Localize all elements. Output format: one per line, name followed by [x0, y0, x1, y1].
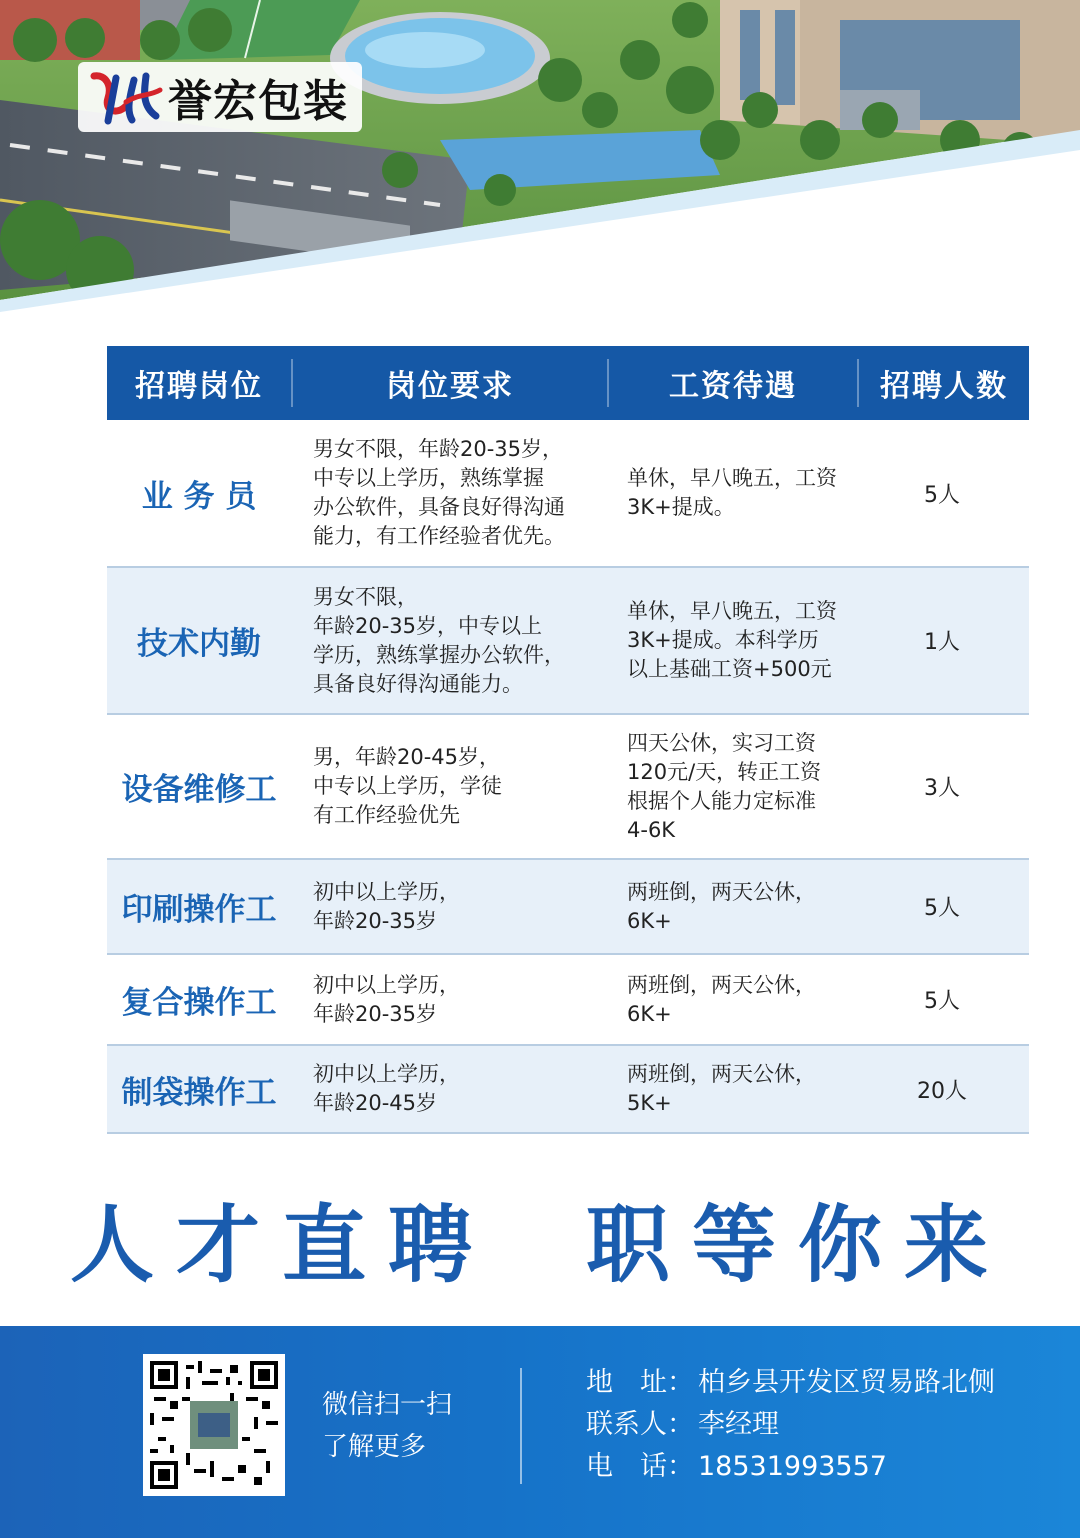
position-requirements — [291, 1060, 607, 1118]
position-requirements — [291, 878, 607, 936]
salary-line: 5K+ — [627, 1091, 672, 1115]
salary-line: 根据个人能力定标准 — [627, 788, 816, 813]
salary-line: 4-6K — [627, 817, 676, 842]
slogan-right: 职等你来 — [586, 1195, 1011, 1294]
phone-label: 电 话： — [586, 1451, 694, 1482]
contact-value: 李经理 — [698, 1409, 779, 1440]
requirement-line: 年龄20-45岁 — [313, 1091, 438, 1115]
salary-line: 3K+提成。 — [627, 495, 735, 519]
salary-line: 四天公休，实习工资 — [627, 730, 816, 755]
header-position: 招聘岗位 — [135, 369, 263, 404]
salary-line: 两班倒，两天公休， — [627, 879, 816, 904]
salary-line: 两班倒，两天公休， — [627, 1062, 816, 1086]
position-name: 制袋操作工 — [121, 1074, 277, 1111]
hero-illustration — [0, 0, 1080, 320]
position-salary — [607, 597, 857, 684]
hire-count: 1人 — [924, 630, 960, 655]
qr-code-icon — [150, 1361, 278, 1489]
requirement-line: 男女不限， — [313, 584, 418, 609]
salary-line: 两班倒，两天公休， — [627, 972, 816, 997]
table-row — [107, 1046, 1029, 1134]
wechat-qr-code[interactable] — [143, 1354, 285, 1496]
position-requirements — [291, 971, 607, 1029]
position-salary — [607, 971, 857, 1029]
contact-label: 联系人： — [586, 1409, 694, 1440]
table-row — [107, 420, 1029, 568]
position-name: 印刷操作工 — [121, 892, 277, 928]
requirement-line: 初中以上学历， — [313, 1062, 460, 1086]
requirement-line: 有工作经验优先 — [313, 803, 460, 827]
requirement-line: 中专以上学历，学徒 — [313, 774, 502, 798]
phone-row — [586, 1446, 995, 1488]
position-requirements — [291, 583, 607, 699]
factory-aerial-illustration — [0, 0, 1080, 320]
phone-value[interactable]: 18531993557 — [698, 1451, 887, 1482]
requirement-line: 年龄20-35岁，中专以上 — [313, 613, 543, 638]
contact-footer — [0, 1326, 1080, 1538]
address-row — [586, 1362, 995, 1404]
salary-line: 6K+ — [627, 1001, 672, 1026]
address-value: 柏乡县开发区贸易路北侧 — [698, 1367, 995, 1398]
requirement-line: 初中以上学历， — [313, 972, 460, 997]
requirement-line: 中专以上学历，熟练掌握 — [313, 466, 544, 490]
yh-logo-icon — [86, 66, 168, 128]
position-name: 业 务 员 — [141, 478, 257, 515]
footer-divider — [520, 1368, 522, 1484]
position-name: 复合操作工 — [121, 985, 277, 1021]
scan-prompt — [322, 1384, 452, 1468]
table-header — [107, 346, 1029, 420]
hire-count: 5人 — [924, 896, 960, 921]
hire-count: 20人 — [917, 1078, 967, 1104]
requirement-line: 学历，熟练掌握办公软件， — [313, 642, 565, 667]
header-count: 招聘人数 — [880, 369, 1008, 404]
position-salary — [607, 878, 857, 936]
requirement-line: 初中以上学历， — [313, 879, 460, 904]
hire-count: 3人 — [924, 776, 960, 801]
salary-line: 以上基础工资+500元 — [627, 657, 832, 681]
slogan-left: 人才直聘 — [69, 1195, 494, 1294]
recruitment-table — [107, 346, 1029, 1134]
address-label: 地 址： — [586, 1367, 694, 1398]
company-logo — [78, 62, 362, 132]
salary-line: 单休，早八晚五，工资 — [627, 599, 837, 623]
requirement-line: 办公软件，具备良好得沟通 — [313, 495, 565, 519]
requirement-line: 年龄20-35岁 — [313, 908, 438, 933]
position-name: 技术内勤 — [137, 626, 261, 662]
requirement-line: 具备良好得沟通能力。 — [313, 671, 523, 696]
hire-count: 5人 — [924, 482, 960, 508]
scan-line-2: 了解更多 — [322, 1432, 427, 1462]
hire-count: 5人 — [924, 989, 960, 1014]
header-requirements: 岗位要求 — [386, 369, 514, 404]
salary-line: 120元/天，转正工资 — [627, 759, 822, 784]
requirement-line: 年龄20-35岁 — [313, 1001, 438, 1026]
position-salary — [607, 1060, 857, 1118]
recruitment-slogan — [0, 1178, 1080, 1299]
table-row — [107, 860, 1029, 955]
salary-line: 单休，早八晚五，工资 — [627, 466, 837, 490]
contact-info — [586, 1362, 995, 1488]
requirement-line: 男女不限，年龄20-35岁， — [313, 437, 564, 461]
table-row — [107, 568, 1029, 715]
requirement-line: 能力，有工作经验者优先。 — [313, 524, 565, 548]
position-salary — [607, 729, 857, 845]
company-name: 誉宏包装 — [168, 76, 348, 127]
salary-line: 3K+提成。本科学历 — [627, 628, 819, 652]
header-salary: 工资待遇 — [669, 369, 797, 404]
requirement-line: 男，年龄20-45岁， — [313, 745, 501, 769]
position-requirements — [291, 435, 607, 551]
position-salary — [607, 464, 857, 522]
position-name: 设备维修工 — [121, 772, 277, 808]
table-row — [107, 715, 1029, 860]
salary-line: 6K+ — [627, 908, 672, 933]
position-requirements — [291, 743, 607, 830]
table-row — [107, 955, 1029, 1046]
scan-line-1: 微信扫一扫 — [322, 1390, 453, 1420]
contact-row — [586, 1404, 995, 1446]
